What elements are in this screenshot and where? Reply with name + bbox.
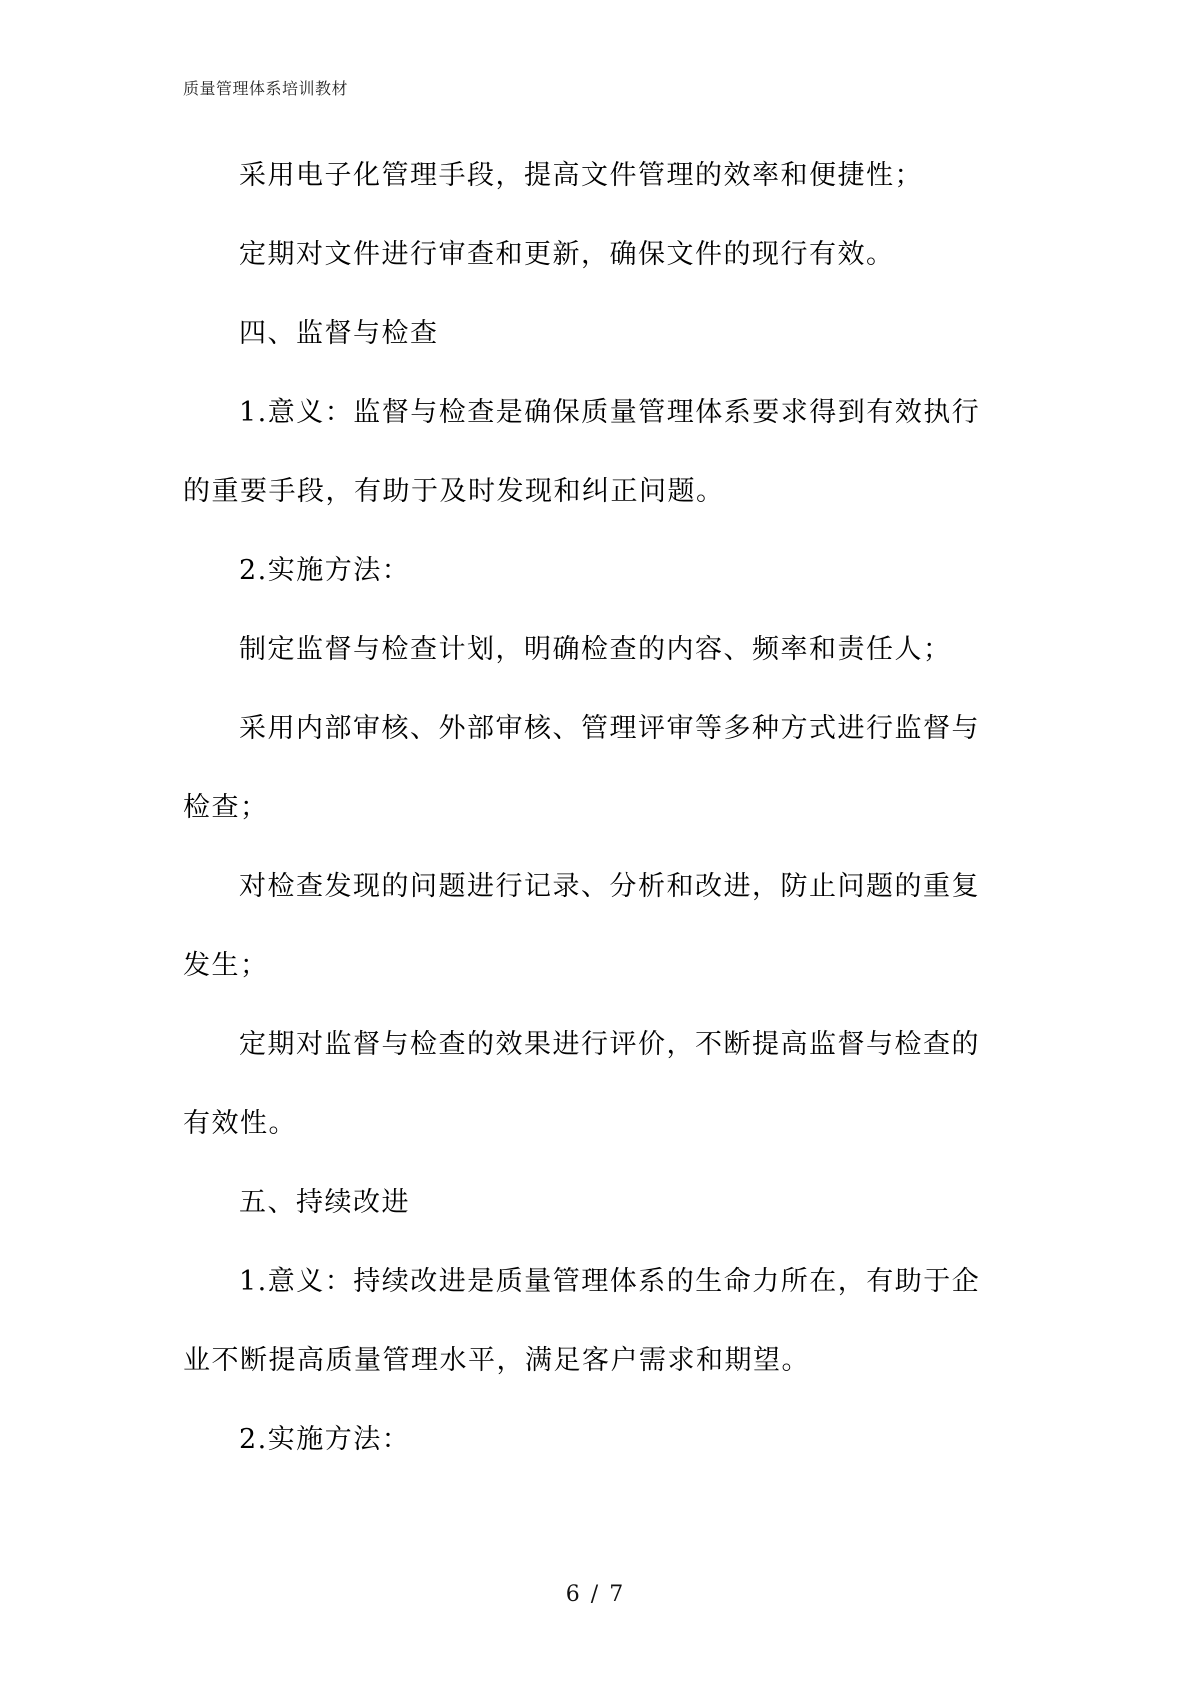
paragraph: 采用内部审核、外部审核、管理评审等多种方式进行监督与检查； — [183, 713, 980, 823]
subheading: 2.实施方法： — [239, 1424, 411, 1455]
paragraph: 采用电子化管理手段，提高文件管理的效率和便捷性； — [239, 160, 923, 191]
subheading: 2.实施方法： — [239, 555, 411, 586]
section-heading: 四、监督与检查 — [239, 318, 439, 349]
page-number: 6 / 7 — [565, 1582, 626, 1607]
paragraph: 定期对文件进行审查和更新，确保文件的现行有效。 — [239, 239, 895, 270]
paragraph: 对检查发现的问题进行记录、分析和改进，防止问题的重复发生； — [183, 871, 980, 981]
section-heading: 五、持续改进 — [239, 1187, 410, 1218]
paragraph: 1.意义：持续改进是质量管理体系的生命力所在，有助于企业不断提高质量管理水平，满足客户需求和期望。 — [183, 1266, 981, 1376]
document-body — [183, 136, 1003, 1479]
paragraph: 定期对监督与检查的效果进行评价，不断提高监督与检查的有效性。 — [183, 1029, 980, 1139]
paragraph: 1.意义：监督与检查是确保质量管理体系要求得到有效执行的重要手段，有助于及时发现和纠正问题。 — [183, 397, 981, 507]
paragraph: 制定监督与检查计划，明确检查的内容、频率和责任人； — [239, 634, 952, 665]
document-header-title: 质量管理体系培训教材 — [183, 79, 349, 98]
